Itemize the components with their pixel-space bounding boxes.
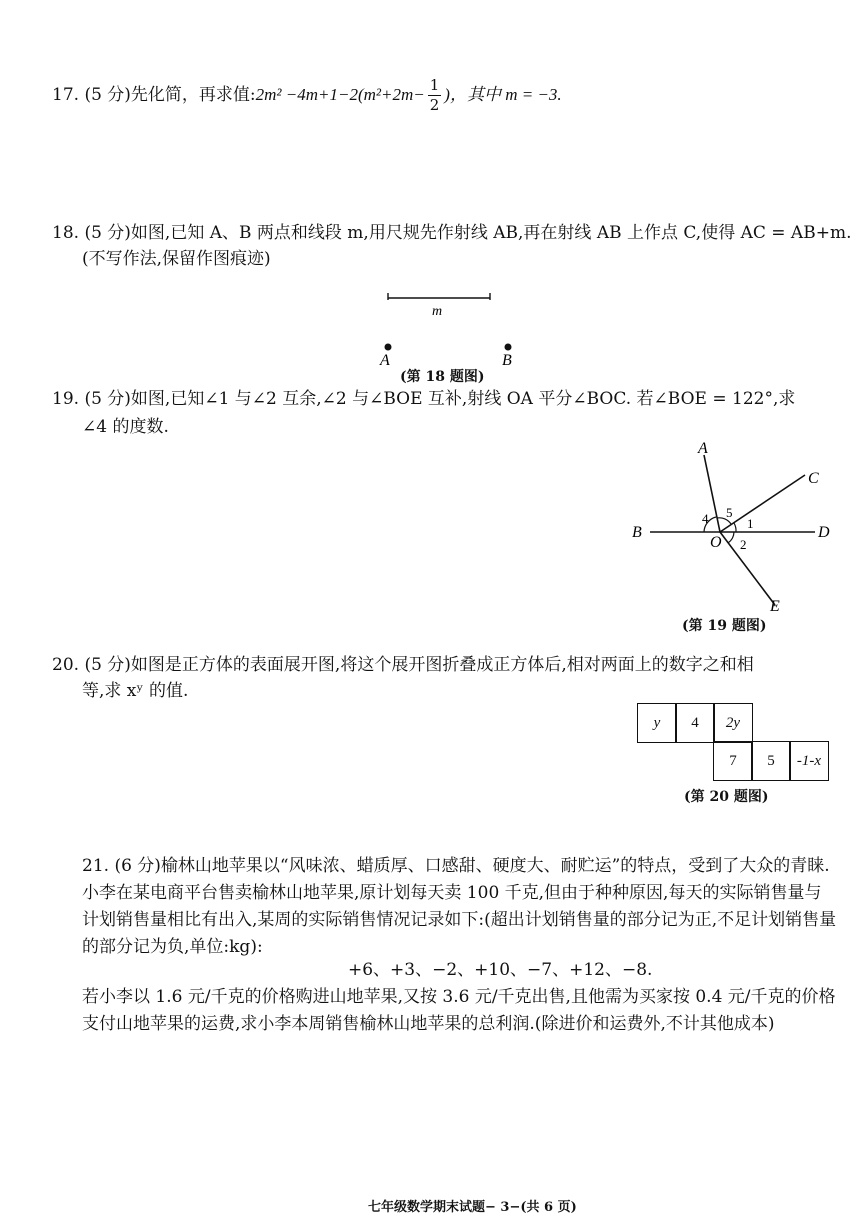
arc-angle-1: [734, 523, 736, 532]
q17-head: 17. (5 分)先化简，再求值:: [52, 85, 256, 105]
q17-frac-num: 1: [429, 76, 440, 94]
q20-line2: 等,求 xʸ 的值.: [82, 681, 189, 701]
label-angle-2: 2: [740, 537, 747, 552]
q18-caption: (第 18 题图): [400, 369, 485, 385]
point-a-label: A: [380, 352, 390, 369]
point-a-dot: [385, 344, 392, 351]
q19-line1: 19. (5 分)如图,已知∠1 与∠2 互余,∠2 与∠BOE 互补,射线 OA 平分∠BOC. 若∠BOE = 122°,求: [52, 389, 796, 409]
label-o: O: [710, 534, 722, 551]
net-cell-value: 2y: [725, 714, 741, 731]
q17-expr-a: 2m² −4m+1−2(m²+2m−: [255, 85, 425, 104]
q21-para2: 若小李以 1.6 元/千克的价格购进山地苹果,又按 3.6 元/千克出售,且他需为买家按 0.4 元/千克的价格支付山地苹果的运费,求小李本周销售榆林山地苹果的总利润.(除进价和运费外,不计其他成本): [82, 987, 836, 1034]
label-a: A: [698, 440, 708, 457]
net-cell-bottom-2: [751, 741, 791, 781]
label-angle-5: 5: [726, 505, 733, 520]
net-cell-value: 5: [767, 752, 775, 769]
net-cell-top-1: [637, 703, 677, 743]
q19-caption: (第 19 题图): [682, 618, 767, 634]
point-b-dot: [505, 344, 512, 351]
label-c: C: [808, 470, 819, 487]
segment-m-label: m: [432, 304, 443, 319]
q20-line1: 20. (5 分)如图是正方体的表面展开图,将这个展开图折叠成正方体后,相对两面上的数字之和相: [52, 655, 754, 675]
page-footer: 七年级数学期末试题− 3−(共 6 页): [368, 1200, 577, 1215]
q21-para1: 21. (6 分)榆林山地苹果以“风味浓、蜡质厚、口感甜、硬度大、耐贮运”的特点，受到了大众的青睐.小李在某电商平台售卖榆林山地苹果,原计划每天卖 100 千克,但由于种种原因,每天的实际销售量与计划销售量相比有出入,某周的实际销售情况记录如下:(超出计划销售量的部分记为正,不足计划销售量的部分记为负,单位:kg):: [82, 856, 837, 957]
q19-figure: [620, 435, 840, 615]
net-cell-value: -1-x: [796, 752, 822, 769]
net-cell-value: 4: [691, 714, 699, 731]
net-cell-top-2: [675, 703, 715, 743]
label-e: E: [770, 598, 780, 615]
label-angle-1: 1: [747, 516, 754, 531]
q17-fraction: [428, 78, 442, 113]
q18-line1: 18. (5 分)如图,已知 A、B 两点和线段 m,用尺规先作射线 AB,再在射线 AB 上作点 C,使得 AC = AB+m.: [52, 223, 852, 243]
label-b: B: [632, 524, 642, 541]
question-17: [52, 78, 562, 113]
q21-data: +6、+3、−2、+10、−7、+12、−8.: [348, 960, 653, 980]
q18-figure: [370, 285, 530, 375]
q17-expr-b: )，其中 m = −3.: [444, 85, 562, 104]
q17-frac-den: 2: [429, 96, 440, 114]
label-angle-4: 4: [702, 511, 709, 526]
net-cell-value: 7: [729, 752, 737, 769]
net-cell-top-3: [713, 703, 753, 743]
q19-line2: ∠4 的度数.: [82, 417, 169, 437]
net-cell-value: y: [653, 714, 661, 731]
label-d: D: [818, 524, 830, 541]
point-b-label: B: [502, 352, 512, 369]
q20-caption: (第 20 题图): [684, 789, 769, 805]
net-cell-bottom-3: [789, 741, 829, 781]
q18-line2: (不写作法,保留作图痕迹): [82, 249, 271, 269]
net-cell-bottom-1: [713, 741, 753, 781]
arc-angle-2: [728, 532, 734, 543]
ray-oc: [720, 475, 805, 532]
